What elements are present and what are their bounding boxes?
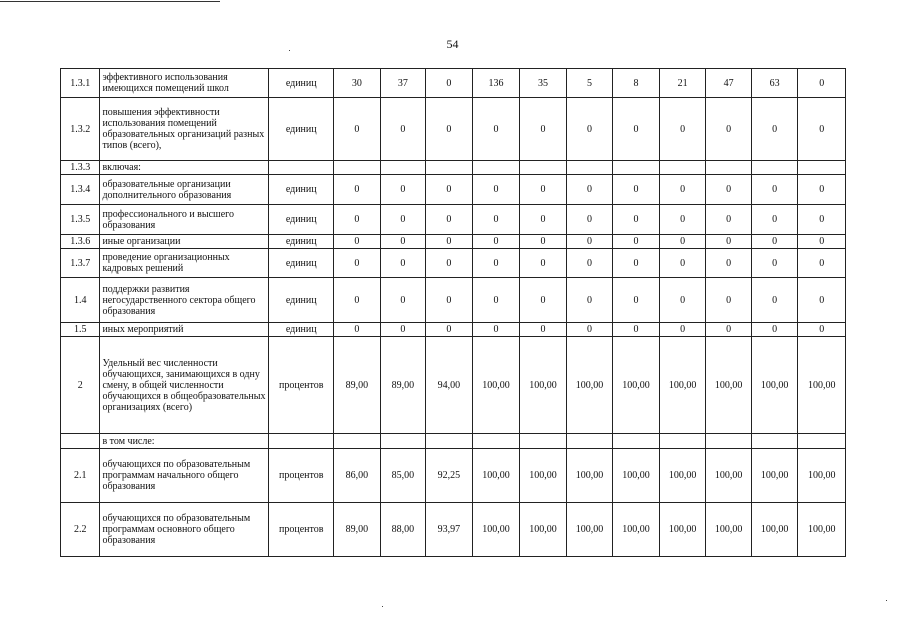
- value-cell: 0: [426, 69, 473, 98]
- indicator-description-cell: иных мероприятий: [100, 323, 269, 337]
- value-cell: 100,00: [566, 337, 613, 434]
- value-cell: 0: [334, 323, 381, 337]
- value-cell: 8: [613, 69, 660, 98]
- value-cell: 0: [751, 278, 798, 323]
- value-cell: 0: [613, 323, 660, 337]
- value-cell: 0: [520, 175, 567, 205]
- unit-cell: [269, 434, 334, 449]
- value-cell: 100,00: [613, 503, 660, 557]
- value-cell: [334, 434, 381, 449]
- value-cell: 0: [472, 205, 520, 235]
- value-cell: 100,00: [751, 337, 798, 434]
- value-cell: 0: [659, 98, 706, 161]
- value-cell: [706, 161, 752, 175]
- value-cell: 0: [798, 205, 846, 235]
- value-cell: [334, 161, 381, 175]
- row-number-cell: 1.3.2: [61, 98, 100, 161]
- value-cell: [566, 434, 613, 449]
- value-cell: 100,00: [566, 503, 613, 557]
- value-cell: 0: [566, 175, 613, 205]
- indicator-description-cell: включая:: [100, 161, 269, 175]
- value-cell: 100,00: [520, 449, 567, 503]
- value-cell: 100,00: [706, 503, 752, 557]
- value-cell: 0: [566, 98, 613, 161]
- value-cell: 0: [751, 249, 798, 278]
- value-cell: 0: [426, 175, 473, 205]
- value-cell: 0: [751, 235, 798, 249]
- row-number-cell: 1.3.1: [61, 69, 100, 98]
- indicator-description-cell: образовательные организации дополнительного образования: [100, 175, 269, 205]
- value-cell: 0: [426, 278, 473, 323]
- value-cell: 100,00: [472, 503, 520, 557]
- unit-cell: единиц: [269, 69, 334, 98]
- value-cell: 0: [613, 205, 660, 235]
- value-cell: 0: [798, 175, 846, 205]
- value-cell: 0: [426, 98, 473, 161]
- indicator-description-cell: повышения эффективности использования помещений образовательных организаций разных типов (всего),: [100, 98, 269, 161]
- value-cell: 92,25: [426, 449, 473, 503]
- value-cell: [472, 161, 520, 175]
- value-cell: [613, 161, 660, 175]
- value-cell: 0: [334, 98, 381, 161]
- value-cell: 100,00: [659, 337, 706, 434]
- value-cell: 100,00: [613, 449, 660, 503]
- value-cell: [659, 161, 706, 175]
- value-cell: 37: [380, 69, 426, 98]
- value-cell: [706, 434, 752, 449]
- value-cell: 0: [334, 235, 381, 249]
- indicator-description-cell: иные организации: [100, 235, 269, 249]
- value-cell: 0: [798, 98, 846, 161]
- value-cell: 100,00: [798, 337, 846, 434]
- value-cell: 0: [659, 249, 706, 278]
- value-cell: 0: [798, 278, 846, 323]
- value-cell: 0: [472, 175, 520, 205]
- table-row: [61, 161, 846, 175]
- value-cell: 0: [380, 235, 426, 249]
- table-row: [61, 323, 846, 337]
- value-cell: 100,00: [472, 449, 520, 503]
- value-cell: 94,00: [426, 337, 473, 434]
- value-cell: 0: [659, 205, 706, 235]
- row-number-cell: 1.5: [61, 323, 100, 337]
- value-cell: [426, 434, 473, 449]
- unit-cell: процентов: [269, 449, 334, 503]
- unit-cell: единиц: [269, 235, 334, 249]
- value-cell: 100,00: [751, 503, 798, 557]
- value-cell: [659, 434, 706, 449]
- row-number-cell: 1.3.7: [61, 249, 100, 278]
- value-cell: 0: [520, 278, 567, 323]
- value-cell: 0: [706, 175, 752, 205]
- unit-cell: [269, 161, 334, 175]
- value-cell: 0: [520, 205, 567, 235]
- value-cell: 136: [472, 69, 520, 98]
- row-number-cell: 1.3.6: [61, 235, 100, 249]
- value-cell: 0: [472, 323, 520, 337]
- value-cell: 100,00: [566, 449, 613, 503]
- value-cell: 100,00: [520, 337, 567, 434]
- value-cell: 0: [659, 175, 706, 205]
- value-cell: 0: [613, 175, 660, 205]
- indicator-description-cell: эффективного использования имеющихся помещений школ: [100, 69, 269, 98]
- scan-speck: [886, 600, 887, 601]
- unit-cell: единиц: [269, 205, 334, 235]
- value-cell: 0: [566, 205, 613, 235]
- value-cell: 0: [751, 98, 798, 161]
- value-cell: 0: [334, 205, 381, 235]
- value-cell: 0: [751, 205, 798, 235]
- value-cell: 0: [798, 249, 846, 278]
- value-cell: 0: [751, 323, 798, 337]
- value-cell: 0: [426, 323, 473, 337]
- value-cell: 0: [520, 249, 567, 278]
- value-cell: 89,00: [380, 337, 426, 434]
- value-cell: 0: [751, 175, 798, 205]
- value-cell: 0: [566, 249, 613, 278]
- table-body: [61, 69, 846, 557]
- value-cell: 100,00: [613, 337, 660, 434]
- value-cell: 86,00: [334, 449, 381, 503]
- value-cell: 100,00: [751, 449, 798, 503]
- table-row: [61, 278, 846, 323]
- table-row: [61, 175, 846, 205]
- value-cell: 0: [706, 323, 752, 337]
- row-number-cell: 1.3.5: [61, 205, 100, 235]
- value-cell: 30: [334, 69, 381, 98]
- value-cell: 100,00: [706, 449, 752, 503]
- unit-cell: единиц: [269, 98, 334, 161]
- value-cell: 0: [706, 235, 752, 249]
- value-cell: 100,00: [520, 503, 567, 557]
- value-cell: [751, 161, 798, 175]
- unit-cell: единиц: [269, 323, 334, 337]
- value-cell: 0: [706, 249, 752, 278]
- value-cell: 100,00: [659, 449, 706, 503]
- value-cell: 21: [659, 69, 706, 98]
- value-cell: [566, 161, 613, 175]
- value-cell: 0: [472, 98, 520, 161]
- value-cell: 0: [426, 235, 473, 249]
- indicator-description-cell: обучающихся по образовательным программам начального общего образования: [100, 449, 269, 503]
- indicator-description-cell: в том числе:: [100, 434, 269, 449]
- unit-cell: единиц: [269, 175, 334, 205]
- unit-cell: единиц: [269, 249, 334, 278]
- value-cell: [520, 434, 567, 449]
- value-cell: 0: [659, 235, 706, 249]
- value-cell: [520, 161, 567, 175]
- scan-speck: [289, 50, 290, 51]
- value-cell: 0: [334, 278, 381, 323]
- value-cell: 0: [659, 323, 706, 337]
- value-cell: 0: [613, 235, 660, 249]
- indicator-description-cell: Удельный вес численности обучающихся, занимающихся в одну смену, в общей численности обучающихся в общеобразовательных организациях (всего): [100, 337, 269, 434]
- corner-rule: [0, 1, 220, 2]
- value-cell: [751, 434, 798, 449]
- indicator-description-cell: профессионального и высшего образования: [100, 205, 269, 235]
- value-cell: 0: [613, 98, 660, 161]
- value-cell: [380, 434, 426, 449]
- value-cell: 89,00: [334, 503, 381, 557]
- table-row: [61, 449, 846, 503]
- value-cell: 0: [659, 278, 706, 323]
- value-cell: 0: [426, 205, 473, 235]
- value-cell: 0: [520, 235, 567, 249]
- value-cell: 100,00: [798, 503, 846, 557]
- value-cell: [613, 434, 660, 449]
- page-number: 54: [446, 37, 459, 51]
- value-cell: 0: [798, 235, 846, 249]
- unit-cell: процентов: [269, 337, 334, 434]
- value-cell: 0: [380, 175, 426, 205]
- value-cell: 0: [706, 205, 752, 235]
- value-cell: 35: [520, 69, 567, 98]
- value-cell: 0: [520, 323, 567, 337]
- value-cell: 0: [566, 235, 613, 249]
- row-number-cell: 2: [61, 337, 100, 434]
- value-cell: [472, 434, 520, 449]
- value-cell: 0: [472, 249, 520, 278]
- value-cell: 0: [613, 278, 660, 323]
- value-cell: 0: [472, 235, 520, 249]
- row-number-cell: 2.2: [61, 503, 100, 557]
- value-cell: 100,00: [659, 503, 706, 557]
- value-cell: 5: [566, 69, 613, 98]
- value-cell: 0: [520, 98, 567, 161]
- indicator-description-cell: обучающихся по образовательным программам основного общего образования: [100, 503, 269, 557]
- value-cell: 0: [706, 98, 752, 161]
- value-cell: 0: [380, 98, 426, 161]
- table-row: [61, 503, 846, 557]
- value-cell: 93,97: [426, 503, 473, 557]
- unit-cell: процентов: [269, 503, 334, 557]
- value-cell: 88,00: [380, 503, 426, 557]
- value-cell: 89,00: [334, 337, 381, 434]
- row-number-cell: 2.1: [61, 449, 100, 503]
- value-cell: [798, 434, 846, 449]
- value-cell: 100,00: [472, 337, 520, 434]
- value-cell: 0: [426, 249, 473, 278]
- value-cell: 0: [566, 323, 613, 337]
- indicators-table: [60, 68, 846, 557]
- value-cell: 0: [798, 323, 846, 337]
- table-row: [61, 337, 846, 434]
- value-cell: [380, 161, 426, 175]
- scan-speck: [382, 606, 383, 607]
- value-cell: 0: [334, 249, 381, 278]
- table-row: [61, 235, 846, 249]
- value-cell: 0: [380, 278, 426, 323]
- row-number-cell: [61, 434, 100, 449]
- table-row: [61, 205, 846, 235]
- value-cell: 0: [472, 278, 520, 323]
- value-cell: [798, 161, 846, 175]
- value-cell: 0: [380, 249, 426, 278]
- value-cell: 0: [380, 323, 426, 337]
- value-cell: [426, 161, 473, 175]
- value-cell: 0: [566, 278, 613, 323]
- value-cell: 0: [613, 249, 660, 278]
- row-number-cell: 1.3.4: [61, 175, 100, 205]
- value-cell: 0: [706, 278, 752, 323]
- value-cell: 0: [798, 69, 846, 98]
- value-cell: 47: [706, 69, 752, 98]
- value-cell: 0: [334, 175, 381, 205]
- value-cell: 63: [751, 69, 798, 98]
- table-row: [61, 249, 846, 278]
- table-row: [61, 98, 846, 161]
- value-cell: 100,00: [798, 449, 846, 503]
- row-number-cell: 1.4: [61, 278, 100, 323]
- indicator-description-cell: поддержки развития негосударственного сектора общего образования: [100, 278, 269, 323]
- value-cell: 100,00: [706, 337, 752, 434]
- indicator-description-cell: проведение организационных кадровых решений: [100, 249, 269, 278]
- table-row: [61, 434, 846, 449]
- value-cell: 0: [380, 205, 426, 235]
- row-number-cell: 1.3.3: [61, 161, 100, 175]
- unit-cell: единиц: [269, 278, 334, 323]
- value-cell: 85,00: [380, 449, 426, 503]
- table-row: [61, 69, 846, 98]
